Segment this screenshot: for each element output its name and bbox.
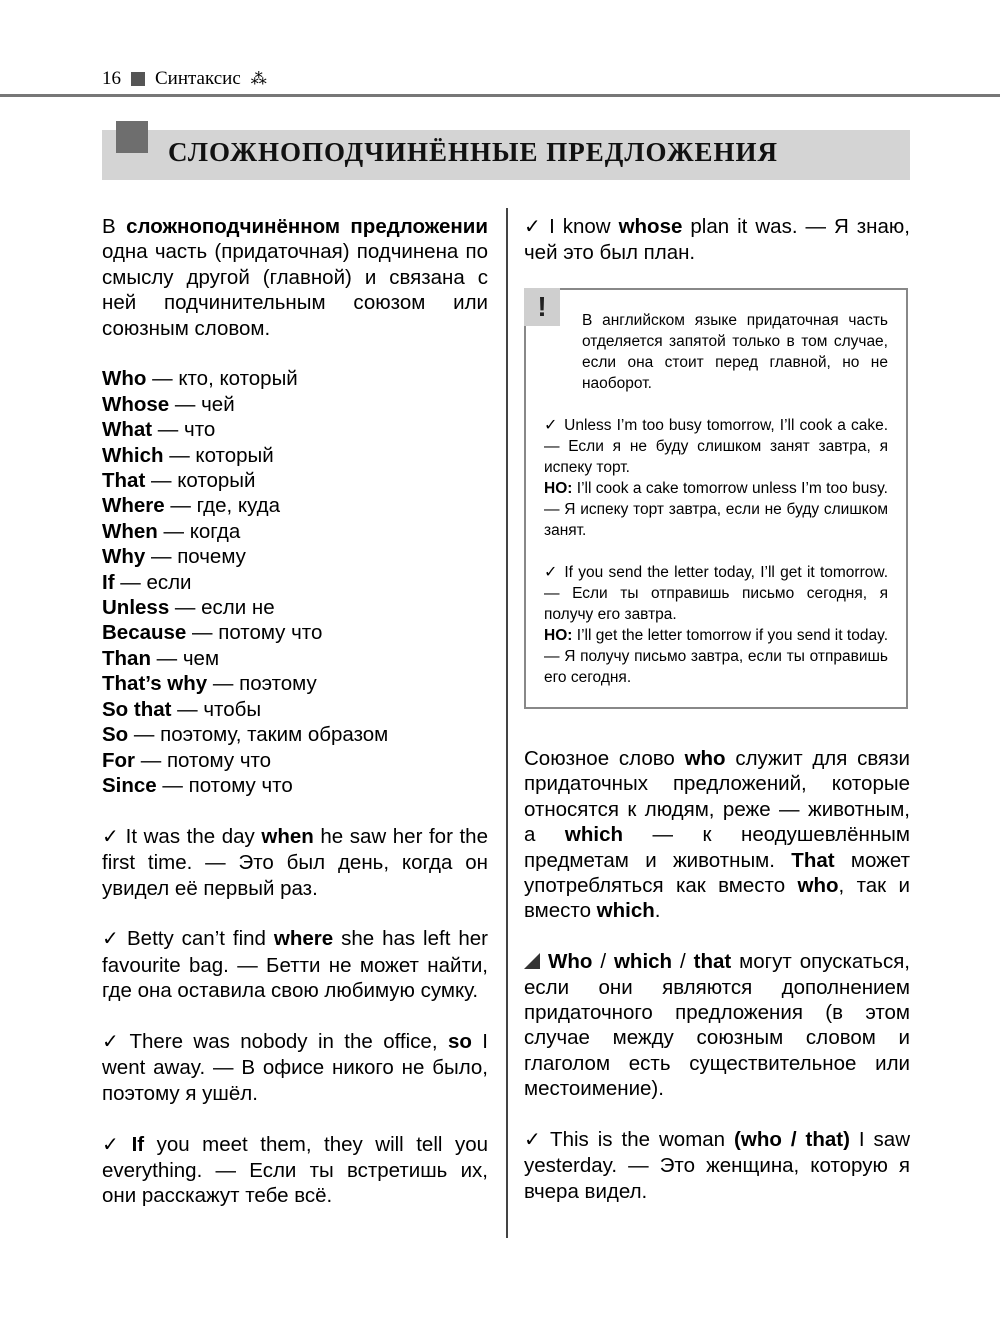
list-item: Unless — если не xyxy=(102,596,275,620)
column-divider xyxy=(506,208,508,1238)
right-column-bottom xyxy=(524,746,910,1204)
intro-term: сложноподчинённом предложении xyxy=(126,215,489,238)
section-name: Синтаксис xyxy=(155,68,241,89)
checkmark-icon: ✓ xyxy=(544,564,559,581)
list-item: Than — чем xyxy=(102,646,220,670)
title-square-icon xyxy=(116,121,148,153)
omission-paragraph: Who / which / that могут опускаться, если они являются дополнением придаточного предложения (в этом случае между союзным словом и глаголом есть существительное или местоимение). xyxy=(524,950,910,1101)
intro-text: В xyxy=(102,215,127,238)
example-where: ✓ Betty can’t find where she has left her favourite bag. — Бетти не может найти, где она оставила свою любимую сумку. xyxy=(102,927,488,1003)
note-box xyxy=(524,288,908,709)
list-item: What — что xyxy=(102,418,216,442)
checkmark-icon: ✓ xyxy=(102,825,120,848)
note-intro: В английском языке придаточная часть отделяется запятой только в том случае, если она стоит перед главной, но не наоборот. xyxy=(582,312,888,392)
example-woman: ✓ This is the woman (who / that) I saw yesterday. — Это женщина, которую я вчера видел. xyxy=(524,1128,910,1203)
list-item: When — когда xyxy=(102,519,241,543)
checkmark-icon: ✓ xyxy=(524,216,544,238)
square-bullet-icon xyxy=(131,72,145,86)
conjunction-list xyxy=(102,366,488,798)
tree-diagram-icon: ⁂ xyxy=(250,71,267,88)
checkmark-icon: ✓ xyxy=(102,1030,124,1053)
right-column-top xyxy=(524,214,910,266)
list-item: Why — почему xyxy=(102,545,246,569)
list-item: Whose — чей xyxy=(102,392,235,416)
list-item: Because — потому что xyxy=(102,621,323,645)
list-item: Where — где, куда xyxy=(102,494,281,518)
left-column xyxy=(102,214,488,1209)
corner-triangle-icon xyxy=(524,953,540,969)
list-item: So — поэтому, таким образом xyxy=(102,723,389,747)
checkmark-icon: ✓ xyxy=(544,417,559,434)
page-number: 16 xyxy=(102,68,121,89)
list-item: If — если xyxy=(102,570,192,594)
list-item: Since — потому что xyxy=(102,773,293,797)
note-example-unless: ✓ Unless I’m too busy tomorrow, I’ll cook a cake. — Если я не буду слишком занят завтра, я испеку торт. НО: I’ll cook a cake tomorrow unless I’m too busy. — Я испеку торт завтра, если не буду слишком занят. xyxy=(544,417,888,539)
example-so: ✓ There was nobody in the office, so I went away. — В офисе никого не было, поэтому я ушёл. xyxy=(102,1029,488,1105)
note-example-if: ✓ If you send the letter today, I’ll get it tomorrow. — Если ты отправишь письмо сегодня, я получу его завтра. НО: I’ll get the letter tomorrow if you send it today. — Я получу письмо завтра, если ты отправишь его сегодня. xyxy=(544,564,889,686)
list-item: For — потому что xyxy=(102,748,272,772)
list-item: So that — чтобы xyxy=(102,697,262,721)
page-title: СЛОЖНОПОДЧИНЁННЫЕ ПРЕДЛОЖЕНИЯ xyxy=(168,137,779,167)
example-when: ✓ It was the day when he saw her for the first time. — Это был день, когда он увидел её первый раз. xyxy=(102,824,488,900)
exclamation-icon: ! xyxy=(524,288,560,326)
note-body xyxy=(544,310,888,688)
example-whose: ✓ I know whose plan it was. — Я знаю, чей это был план. xyxy=(524,215,910,265)
checkmark-icon: ✓ xyxy=(102,1133,126,1156)
list-item: That’s why — поэтому xyxy=(102,672,317,696)
checkmark-icon: ✓ xyxy=(102,928,121,951)
list-item: Which — который xyxy=(102,443,274,467)
example-if: ✓ If you meet them, they will tell you everything. — Если ты встретишь их, они расскажут тебе всё. xyxy=(102,1132,488,1208)
list-item: That — который xyxy=(102,469,256,493)
definition-paragraph xyxy=(102,214,488,341)
header-rule xyxy=(0,94,1000,97)
relative-word-paragraph: Союзное слово who служит для связи придаточных предложений, которые относятся к людям, реже — животным, а which — к неодушевлённым предметам и животным. That может употребляться как вместо who, так и вместо which. xyxy=(524,747,911,923)
list-item: Who — кто, который xyxy=(102,367,298,391)
intro-text: одна часть (придаточная) подчинена по смыслу другой (главной) и связана с ней подчинительным союзом или союзным словом. xyxy=(102,240,488,340)
running-header xyxy=(102,66,267,92)
checkmark-icon: ✓ xyxy=(524,1129,545,1152)
